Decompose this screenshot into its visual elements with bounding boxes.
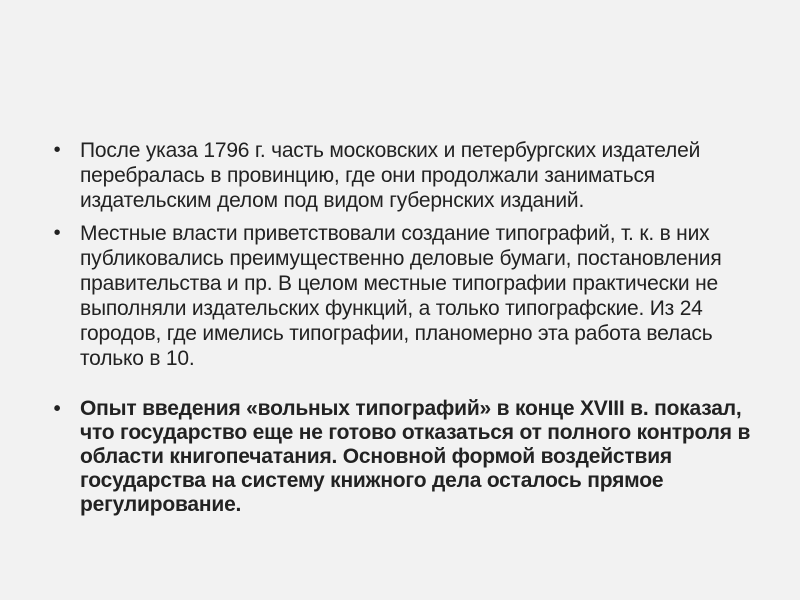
bullet-text: Опыт введения «вольных типографий» в конце XVIII в. показал, что государство еще не готово отказаться от полного контроля в области книгопечатания. Основной формой воздействия государства на систему книжного дела осталось прямое регулирование.	[80, 397, 751, 516]
bullet-text: Местные власти приветствовали создание типографий, т. к. в них публиковались преимущественно деловые бумаги, постановления правительства и пр. В целом местные типографии практически не выполняли издательских функций, а только типографские. Из 24 городов, где имелись типографии, планомерно эта работа велась только в 10.	[80, 222, 722, 370]
bullet-item-local-authorities	[48, 221, 760, 371]
bullet-marker: •	[53, 398, 61, 420]
bullet-item-conclusion	[48, 397, 760, 517]
bullet-text: После указа 1796 г. часть московских и петербургских издателей перебралась в провинцию, где они продолжали заниматься издательским делом под видом губернских изданий.	[80, 139, 701, 212]
bullet-item-provincial-publishers	[48, 138, 760, 213]
bullet-marker: •	[53, 222, 61, 244]
bullet-list	[48, 138, 760, 517]
bullet-marker: •	[53, 139, 61, 161]
